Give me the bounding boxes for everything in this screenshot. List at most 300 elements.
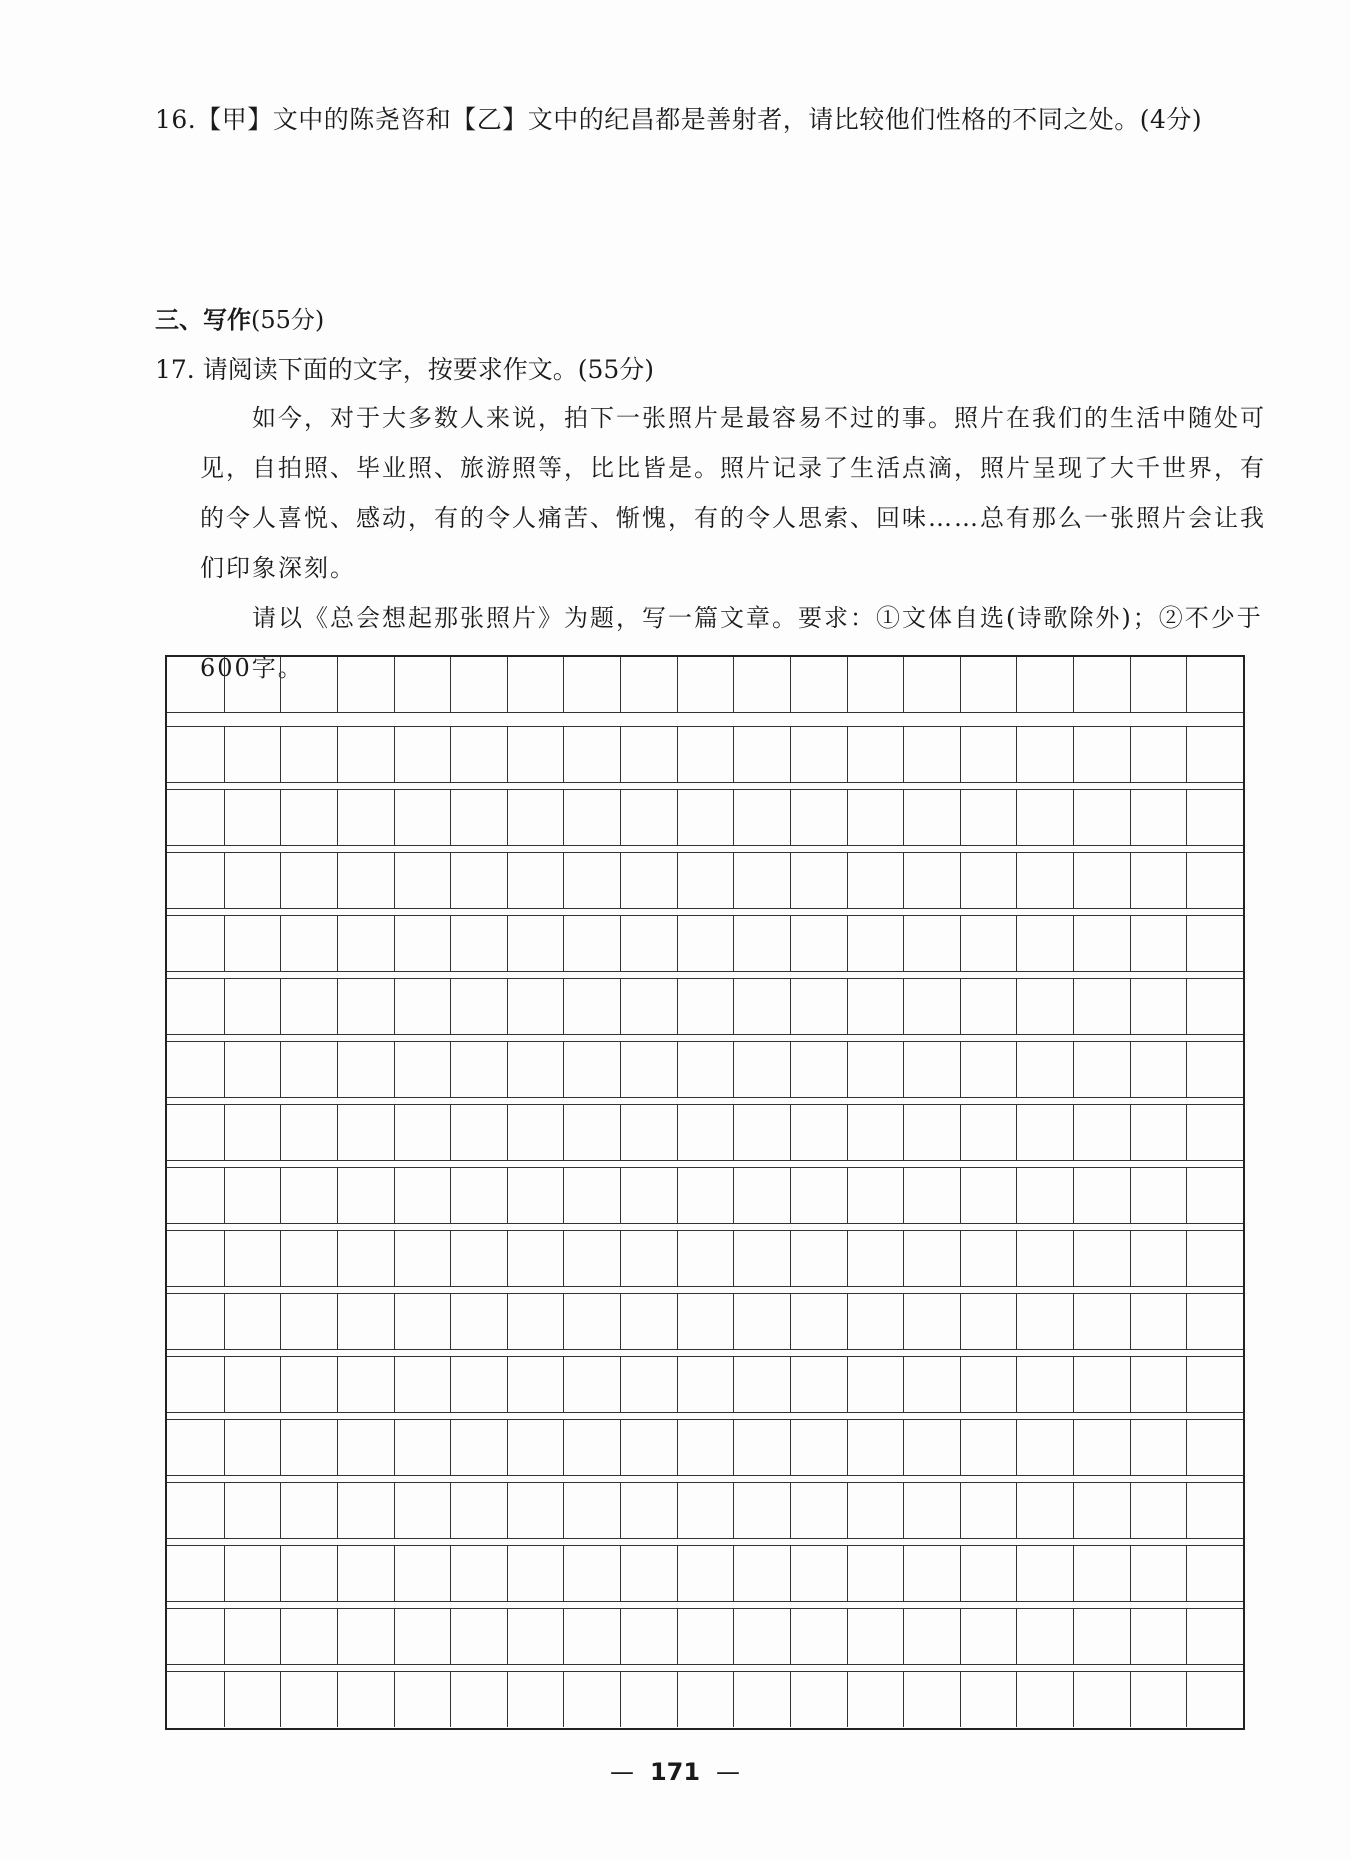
grid-cell-divider [1016, 1294, 1017, 1349]
grid-row[interactable] [167, 1671, 1243, 1727]
grid-cell-divider [507, 790, 508, 845]
grid-cell-divider [394, 916, 395, 971]
grid-cell-divider [620, 1546, 621, 1601]
grid-cell-divider [960, 1231, 961, 1286]
grid-cell-divider [960, 1546, 961, 1601]
grid-cell-divider [224, 979, 225, 1034]
grid-cell-divider [450, 1357, 451, 1412]
page-number-value: 171 [649, 1758, 701, 1786]
grid-cell-divider [903, 1168, 904, 1223]
grid-cell-divider [960, 657, 961, 712]
grid-cell-divider [280, 853, 281, 908]
grid-cell-divider [563, 1294, 564, 1349]
grid-cell-divider [790, 1105, 791, 1160]
grid-cell-divider [677, 1294, 678, 1349]
grid-cell-divider [563, 727, 564, 782]
grid-cell-divider [563, 853, 564, 908]
grid-cell-divider [903, 1609, 904, 1664]
grid-cell-divider [1186, 979, 1187, 1034]
grid-cell-divider [1073, 916, 1074, 971]
grid-cell-divider [337, 1168, 338, 1223]
grid-cell-divider [903, 727, 904, 782]
grid-cell-divider [677, 1546, 678, 1601]
grid-cell-divider [1016, 1420, 1017, 1475]
grid-cell-divider [1130, 1672, 1131, 1727]
grid-cell-divider [280, 1420, 281, 1475]
grid-cell-divider [1130, 916, 1131, 971]
grid-cell-divider [847, 1168, 848, 1223]
grid-cell-divider [677, 1231, 678, 1286]
grid-cell-divider [733, 727, 734, 782]
grid-cell-divider [224, 1357, 225, 1412]
grid-cell-divider [1130, 1105, 1131, 1160]
grid-cell-divider [677, 790, 678, 845]
grid-cell-divider [224, 1546, 225, 1601]
grid-cell-divider [280, 1294, 281, 1349]
grid-cell-divider [1073, 1231, 1074, 1286]
grid-cell-divider [563, 790, 564, 845]
grid-cell-divider [280, 1483, 281, 1538]
grid-cell-divider [394, 1609, 395, 1664]
grid-cell-divider [903, 979, 904, 1034]
writing-grid[interactable] [165, 655, 1245, 1730]
grid-cell-divider [280, 1357, 281, 1412]
grid-cell-divider [1073, 1294, 1074, 1349]
grid-cell-divider [563, 1546, 564, 1601]
grid-cell-divider [280, 1105, 281, 1160]
grid-cell-divider [507, 1231, 508, 1286]
grid-cell-divider [677, 727, 678, 782]
grid-cell-divider [1186, 1105, 1187, 1160]
grid-cell-divider [1186, 1420, 1187, 1475]
grid-cell-divider [224, 1420, 225, 1475]
grid-cell-divider [960, 790, 961, 845]
grid-cell-divider [1130, 853, 1131, 908]
grid-row[interactable] [167, 852, 1243, 909]
grid-cell-divider [620, 657, 621, 712]
grid-cell-divider [1186, 1483, 1187, 1538]
grid-cell-divider [394, 1231, 395, 1286]
grid-cell-divider [903, 790, 904, 845]
grid-cell-divider [1073, 1609, 1074, 1664]
grid-cell-divider [960, 1483, 961, 1538]
grid-cell-divider [790, 979, 791, 1034]
grid-cell-divider [450, 916, 451, 971]
grid-cell-divider [1016, 657, 1017, 712]
grid-row[interactable] [167, 1230, 1243, 1287]
grid-cell-divider [1073, 1105, 1074, 1160]
grid-cell-divider [337, 1042, 338, 1097]
grid-cell-divider [394, 1357, 395, 1412]
grid-cell-divider [563, 1168, 564, 1223]
grid-cell-divider [280, 790, 281, 845]
grid-cell-divider [1073, 1042, 1074, 1097]
grid-cell-divider [507, 1609, 508, 1664]
grid-cell-divider [1073, 790, 1074, 845]
grid-cell-divider [903, 1231, 904, 1286]
grid-cell-divider [563, 916, 564, 971]
grid-cell-divider [847, 1231, 848, 1286]
grid-row[interactable] [167, 726, 1243, 783]
question-16: 16.【甲】文中的陈尧咨和【乙】文中的纪昌都是善射者，请比较他们性格的不同之处。(4分) [155, 105, 1203, 134]
grid-row[interactable] [167, 1293, 1243, 1350]
grid-cell-divider [847, 790, 848, 845]
grid-cell-divider [280, 1042, 281, 1097]
grid-cell-divider [733, 790, 734, 845]
grid-cell-divider [790, 1042, 791, 1097]
grid-cell-divider [224, 1105, 225, 1160]
grid-cell-divider [620, 790, 621, 845]
grid-cell-divider [903, 1420, 904, 1475]
grid-cell-divider [790, 1357, 791, 1412]
grid-cell-divider [733, 979, 734, 1034]
grid-cell-divider [563, 1357, 564, 1412]
grid-cell-divider [507, 1294, 508, 1349]
grid-cell-divider [1186, 790, 1187, 845]
grid-cell-divider [847, 727, 848, 782]
grid-row[interactable] [167, 1419, 1243, 1476]
grid-cell-divider [224, 790, 225, 845]
grid-cell-divider [394, 1294, 395, 1349]
grid-cell-divider [394, 979, 395, 1034]
grid-row[interactable] [167, 978, 1243, 1035]
grid-cell-divider [337, 1546, 338, 1601]
grid-cell-divider [1186, 1168, 1187, 1223]
grid-cell-divider [903, 1672, 904, 1727]
grid-cell-divider [1186, 657, 1187, 712]
grid-cell-divider [960, 979, 961, 1034]
grid-cell-divider [507, 1672, 508, 1727]
grid-cell-divider [1016, 1231, 1017, 1286]
grid-cell-divider [677, 979, 678, 1034]
grid-cell-divider [337, 727, 338, 782]
grid-cell-divider [847, 1420, 848, 1475]
grid-cell-divider [507, 657, 508, 712]
grid-cell-divider [1130, 1042, 1131, 1097]
grid-cell-divider [394, 727, 395, 782]
grid-cell-divider [280, 916, 281, 971]
grid-cell-divider [507, 1420, 508, 1475]
grid-cell-divider [1186, 1294, 1187, 1349]
grid-cell-divider [790, 1420, 791, 1475]
grid-cell-divider [280, 1609, 281, 1664]
grid-cell-divider [1130, 657, 1131, 712]
grid-cell-divider [1186, 1357, 1187, 1412]
grid-cell-divider [790, 1294, 791, 1349]
grid-cell-divider [677, 1483, 678, 1538]
grid-cell-divider [337, 1483, 338, 1538]
grid-cell-divider [847, 979, 848, 1034]
grid-cell-divider [903, 916, 904, 971]
grid-cell-divider [563, 1042, 564, 1097]
grid-cell-divider [620, 727, 621, 782]
grid-cell-divider [677, 853, 678, 908]
grid-cell-divider [394, 1483, 395, 1538]
grid-cell-divider [1016, 1042, 1017, 1097]
grid-cell-divider [1130, 1483, 1131, 1538]
grid-cell-divider [620, 916, 621, 971]
grid-cell-divider [280, 1168, 281, 1223]
grid-cell-divider [1186, 1609, 1187, 1664]
grid-row[interactable] [167, 1482, 1243, 1539]
grid-cell-divider [790, 1231, 791, 1286]
grid-cell-divider [224, 1294, 225, 1349]
grid-cell-divider [1016, 1546, 1017, 1601]
grid-cell-divider [507, 916, 508, 971]
grid-cell-divider [450, 853, 451, 908]
grid-cell-divider [1186, 1042, 1187, 1097]
grid-cell-divider [507, 1105, 508, 1160]
grid-cell-divider [1186, 1672, 1187, 1727]
grid-cell-divider [620, 1672, 621, 1727]
prompt-passage [200, 393, 1270, 593]
grid-cell-divider [677, 1168, 678, 1223]
grid-cell-divider [847, 1672, 848, 1727]
grid-cell-divider [733, 1609, 734, 1664]
grid-cell-divider [960, 1168, 961, 1223]
grid-cell-divider [1073, 727, 1074, 782]
grid-cell-divider [733, 1042, 734, 1097]
grid-cell-divider [847, 1294, 848, 1349]
grid-cell-divider [790, 727, 791, 782]
grid-cell-divider [1073, 1483, 1074, 1538]
grid-cell-divider [450, 979, 451, 1034]
grid-cell-divider [733, 1420, 734, 1475]
grid-cell-divider [733, 853, 734, 908]
grid-cell-divider [790, 1483, 791, 1538]
grid-cell-divider [790, 1168, 791, 1223]
grid-cell-divider [280, 727, 281, 782]
grid-row[interactable] [167, 1356, 1243, 1413]
page-dash-left: — [609, 1758, 634, 1786]
grid-cell-divider [450, 1105, 451, 1160]
grid-cell-divider [733, 1357, 734, 1412]
grid-cell-divider [1016, 1168, 1017, 1223]
grid-cell-divider [507, 1546, 508, 1601]
grid-cell-divider [960, 1672, 961, 1727]
grid-cell-divider [450, 1672, 451, 1727]
grid-cell-divider [1073, 1168, 1074, 1223]
grid-cell-divider [620, 1357, 621, 1412]
grid-cell-divider [1073, 979, 1074, 1034]
grid-row[interactable] [167, 915, 1243, 972]
grid-cell-divider [1130, 1357, 1131, 1412]
grid-cell-divider [620, 1483, 621, 1538]
grid-cell-divider [1016, 790, 1017, 845]
grid-cell-divider [224, 1672, 225, 1727]
grid-cell-divider [563, 1420, 564, 1475]
grid-cell-divider [394, 1105, 395, 1160]
grid-cell-divider [733, 1294, 734, 1349]
grid-cell-divider [224, 1483, 225, 1538]
passage-text: 如今，对于大多数人来说，拍下一张照片是最容易不过的事。照片在我们的生活中随处可见，自拍照、毕业照、旅游照等，比比皆是。照片记录了生活点滴，照片呈现了大千世界，有的令人喜悦、感动，有的令人痛苦、惭愧，有的令人思索、回味……总有那么一张照片会让我们印象深刻。 [200, 404, 1266, 582]
grid-cell-divider [563, 1672, 564, 1727]
grid-cell-divider [1130, 1168, 1131, 1223]
grid-cell-divider [507, 1168, 508, 1223]
grid-cell-divider [733, 1168, 734, 1223]
grid-cell-divider [960, 1357, 961, 1412]
grid-row[interactable] [167, 1167, 1243, 1224]
grid-cell-divider [1016, 1105, 1017, 1160]
grid-cell-divider [507, 853, 508, 908]
grid-cell-divider [1130, 727, 1131, 782]
grid-cell-divider [847, 853, 848, 908]
grid-cell-divider [507, 1042, 508, 1097]
grid-cell-divider [960, 727, 961, 782]
grid-cell-divider [224, 727, 225, 782]
grid-cell-divider [394, 790, 395, 845]
grid-cell-divider [450, 1546, 451, 1601]
grid-cell-divider [280, 657, 281, 712]
grid-cell-divider [1073, 1357, 1074, 1412]
page-dash-right: — [716, 1758, 741, 1786]
grid-cell-divider [280, 1231, 281, 1286]
grid-cell-divider [450, 1294, 451, 1349]
grid-cell-divider [677, 657, 678, 712]
grid-cell-divider [1073, 657, 1074, 712]
grid-cell-divider [960, 916, 961, 971]
grid-cell-divider [903, 657, 904, 712]
grid-cell-divider [903, 853, 904, 908]
grid-cell-divider [337, 1609, 338, 1664]
grid-cell-divider [903, 1042, 904, 1097]
grid-cell-divider [790, 853, 791, 908]
grid-cell-divider [1130, 1609, 1131, 1664]
question-17: 17. 请阅读下面的文字，按要求作文。(55分) [155, 355, 655, 384]
grid-cell-divider [224, 853, 225, 908]
grid-cell-divider [337, 790, 338, 845]
grid-cell-divider [394, 853, 395, 908]
grid-cell-divider [450, 727, 451, 782]
grid-row[interactable] [167, 1104, 1243, 1161]
grid-cell-divider [1016, 853, 1017, 908]
grid-cell-divider [450, 1609, 451, 1664]
grid-cell-divider [1016, 727, 1017, 782]
grid-cell-divider [1016, 979, 1017, 1034]
grid-cell-divider [394, 1042, 395, 1097]
grid-row[interactable] [167, 1608, 1243, 1665]
grid-cell-divider [394, 1168, 395, 1223]
grid-cell-divider [677, 916, 678, 971]
grid-cell-divider [450, 1168, 451, 1223]
grid-cell-divider [790, 657, 791, 712]
grid-cell-divider [280, 1546, 281, 1601]
grid-cell-divider [1073, 1672, 1074, 1727]
grid-row[interactable] [167, 1041, 1243, 1098]
grid-cell-divider [1186, 1546, 1187, 1601]
grid-cell-divider [790, 1546, 791, 1601]
grid-cell-divider [620, 1042, 621, 1097]
grid-cell-divider [620, 1294, 621, 1349]
grid-row[interactable] [167, 789, 1243, 846]
section-heading [155, 300, 324, 335]
grid-cell-divider [1186, 916, 1187, 971]
grid-cell-divider [903, 1546, 904, 1601]
grid-cell-divider [733, 1105, 734, 1160]
grid-cell-divider [337, 1357, 338, 1412]
grid-cell-divider [960, 853, 961, 908]
grid-cell-divider [394, 1546, 395, 1601]
grid-cell-divider [337, 1672, 338, 1727]
grid-row[interactable] [167, 1545, 1243, 1602]
grid-row[interactable] [167, 657, 1243, 713]
grid-cell-divider [507, 979, 508, 1034]
grid-cell-divider [733, 1546, 734, 1601]
grid-cell-divider [563, 1231, 564, 1286]
grid-cell-divider [960, 1105, 961, 1160]
grid-cell-divider [1073, 1420, 1074, 1475]
grid-cell-divider [847, 1357, 848, 1412]
grid-cell-divider [847, 916, 848, 971]
grid-cell-divider [677, 1609, 678, 1664]
grid-cell-divider [450, 1042, 451, 1097]
grid-cell-divider [1186, 1231, 1187, 1286]
grid-cell-divider [677, 1105, 678, 1160]
grid-cell-divider [960, 1042, 961, 1097]
grid-cell-divider [790, 1672, 791, 1727]
grid-cell-divider [337, 853, 338, 908]
grid-cell-divider [1073, 853, 1074, 908]
grid-cell-divider [960, 1609, 961, 1664]
grid-cell-divider [620, 853, 621, 908]
grid-cell-divider [733, 1672, 734, 1727]
grid-cell-divider [507, 1483, 508, 1538]
grid-cell-divider [847, 1042, 848, 1097]
grid-cell-divider [1016, 1357, 1017, 1412]
grid-cell-divider [337, 657, 338, 712]
grid-cell-divider [450, 657, 451, 712]
grid-cell-divider [224, 1609, 225, 1664]
grid-cell-divider [337, 1420, 338, 1475]
grid-cell-divider [507, 727, 508, 782]
grid-cell-divider [620, 1609, 621, 1664]
grid-cell-divider [280, 1672, 281, 1727]
grid-cell-divider [1130, 1294, 1131, 1349]
grid-cell-divider [1130, 790, 1131, 845]
grid-cell-divider [847, 1609, 848, 1664]
grid-cell-divider [677, 1420, 678, 1475]
grid-cell-divider [507, 1357, 508, 1412]
grid-cell-divider [563, 979, 564, 1034]
grid-cell-divider [847, 1546, 848, 1601]
grid-cell-divider [903, 1294, 904, 1349]
grid-cell-divider [620, 1231, 621, 1286]
grid-cell-divider [1186, 853, 1187, 908]
grid-cell-divider [1186, 727, 1187, 782]
grid-cell-divider [1016, 1609, 1017, 1664]
grid-cell-divider [620, 1420, 621, 1475]
grid-cell-divider [337, 1231, 338, 1286]
grid-cell-divider [733, 1231, 734, 1286]
grid-cell-divider [903, 1357, 904, 1412]
grid-cell-divider [337, 1294, 338, 1349]
page-number [0, 1758, 1350, 1786]
section-title: 三、写作 [155, 306, 251, 334]
grid-cell-divider [790, 916, 791, 971]
grid-cell-divider [450, 1483, 451, 1538]
grid-cell-divider [337, 1105, 338, 1160]
grid-cell-divider [790, 1609, 791, 1664]
grid-cell-divider [733, 916, 734, 971]
grid-cell-divider [450, 1231, 451, 1286]
grid-cell-divider [450, 790, 451, 845]
grid-cell-divider [1130, 979, 1131, 1034]
grid-cell-divider [960, 1294, 961, 1349]
grid-cell-divider [903, 1105, 904, 1160]
grid-cell-divider [224, 1231, 225, 1286]
grid-cell-divider [563, 1105, 564, 1160]
grid-cell-divider [960, 1420, 961, 1475]
